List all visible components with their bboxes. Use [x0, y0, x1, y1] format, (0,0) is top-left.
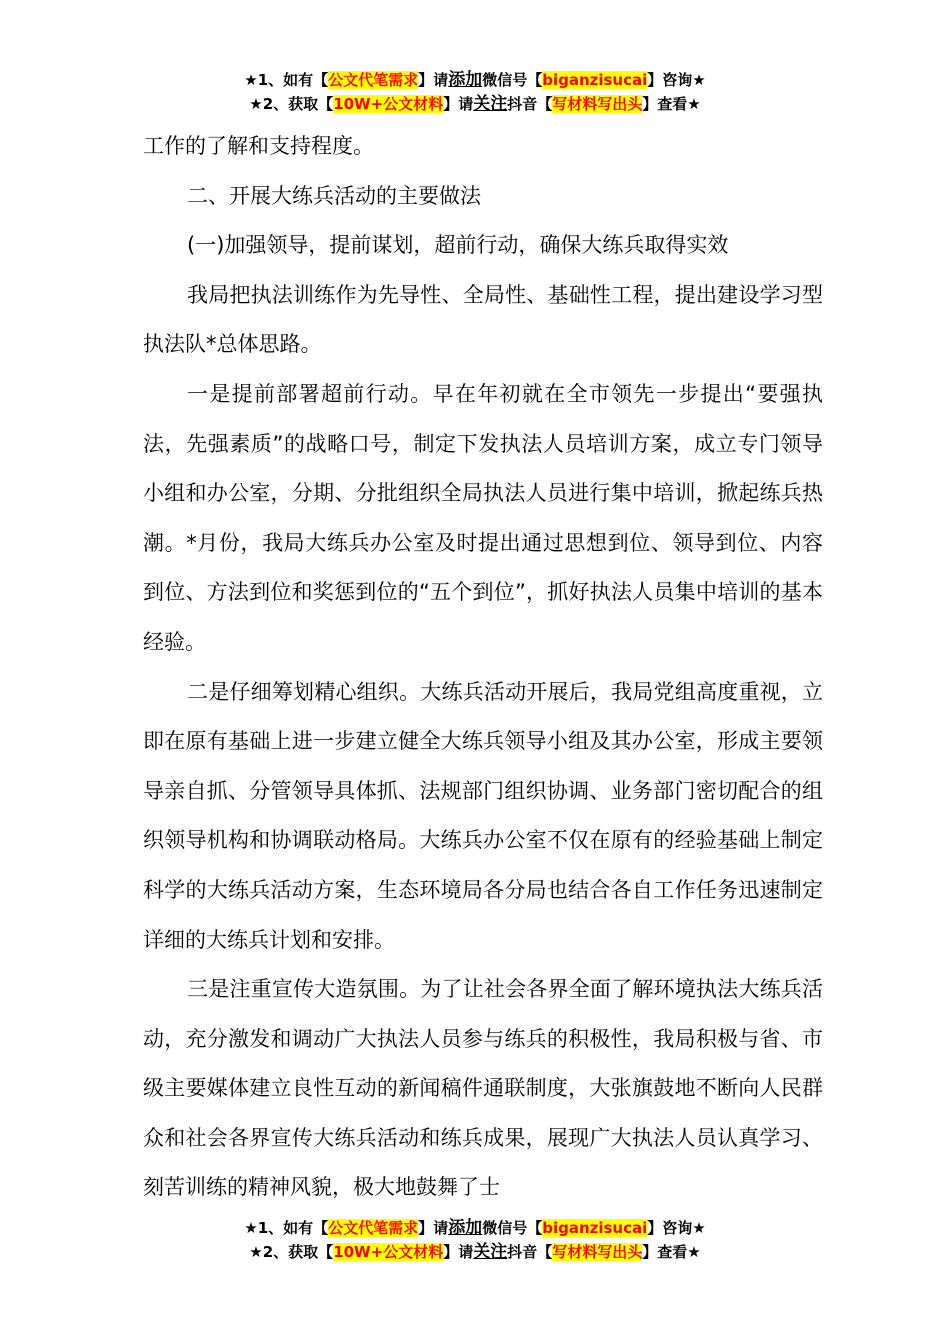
- banner-highlight: 写材料写出头: [552, 1243, 643, 1261]
- banner-text: 】请: [418, 1219, 449, 1237]
- banner-text: ★2、获取【: [249, 1243, 334, 1261]
- paragraph: 二是仔细筹划精心组织。大练兵活动开展后，我局党组高度重视，立即在原有基础上进一步建立健全大练兵领导小组及其办公室，形成主要领导亲自抓、分管领导具体抓、法规部门组织协调、业务部门密切配合的组织领导机构和协调联动格局。大练兵办公室不仅在原有的经验基础上制定科学的大练兵活动方案，生态环境局各分局也结合各自工作任务迅速制定详细的大练兵计划和安排。: [143, 679, 823, 952]
- banner-text: 】请: [418, 71, 449, 89]
- banner-text: 】查看★: [642, 95, 701, 113]
- banner-highlight: 10W+公文材料: [333, 95, 444, 113]
- subsection-heading: (一)加强领导，提前谋划，超前行动，确保大练兵取得实效: [187, 233, 729, 258]
- paragraph: 一是提前部署超前行动。早在年初就在全市领先一步提出“要强执法，先强素质”的战略口号，制定下发执法人员培训方案，成立专门领导小组和办公室，分期、分批组织全局执法人员进行集中培训，掀起练兵热潮。*月份，我局大练兵办公室及时提出通过思想到位、领导到位、内容到位、方法到位和奖惩到位的“五个到位”，抓好执法人员集中培训的基本经验。: [143, 381, 823, 654]
- banner-text: 抖音【: [507, 1243, 553, 1261]
- footer-banner: [0, 1216, 950, 1264]
- banner-text: 】咨询★: [647, 71, 706, 89]
- banner-line-1: [0, 68, 950, 92]
- banner-emphasis: 关注: [473, 94, 508, 114]
- banner-highlight: 10W+公文材料: [333, 1243, 444, 1261]
- banner-text: ★1、如有【: [244, 71, 329, 89]
- banner-text: ★1、如有【: [244, 1219, 329, 1237]
- banner-text: 】查看★: [642, 1243, 701, 1261]
- banner-emphasis: 添加: [448, 70, 483, 90]
- banner-line-2: [0, 92, 950, 116]
- paragraph: 我局把执法训练作为先导性、全局性、基础性工程，提出建设学习型执法队*总体思路。: [143, 282, 823, 357]
- banner-text: 】请: [443, 95, 474, 113]
- banner-text: 】请: [443, 1243, 474, 1261]
- paragraph: 三是注重宣传大造氛围。为了让社会各界全面了解环境执法大练兵活动，充分激发和调动广大执法人员参与练兵的积极性，我局积极与省、市级主要媒体建立良性互动的新闻稿件通联制度，大张旗鼓地不断向人民群众和社会各界宣传大练兵活动和练兵成果，展现广大执法人员认真学习、刻苦训练的精神风貌，极大地鼓舞了士: [143, 977, 823, 1200]
- banner-line-2: [0, 1240, 950, 1264]
- banner-emphasis: 关注: [473, 1242, 508, 1262]
- banner-highlight: biganzisucai: [542, 71, 648, 89]
- banner-highlight: 公文代笔需求: [328, 71, 419, 89]
- banner-text: 微信号【: [482, 71, 543, 89]
- header-banner: [0, 68, 950, 116]
- banner-text: 微信号【: [482, 1219, 543, 1237]
- paragraph-continued: 工作的了解和支持程度。: [143, 134, 374, 158]
- banner-text: ★2、获取【: [249, 95, 334, 113]
- banner-highlight: 公文代笔需求: [328, 1219, 419, 1237]
- banner-text: 】咨询★: [647, 1219, 706, 1237]
- banner-highlight: biganzisucai: [542, 1219, 648, 1237]
- section-heading: 二、开展大练兵活动的主要做法: [187, 183, 481, 208]
- banner-text: 抖音【: [507, 95, 553, 113]
- banner-emphasis: 添加: [448, 1218, 483, 1238]
- banner-line-1: [0, 1216, 950, 1240]
- document-body: [143, 122, 823, 1213]
- banner-highlight: 写材料写出头: [552, 95, 643, 113]
